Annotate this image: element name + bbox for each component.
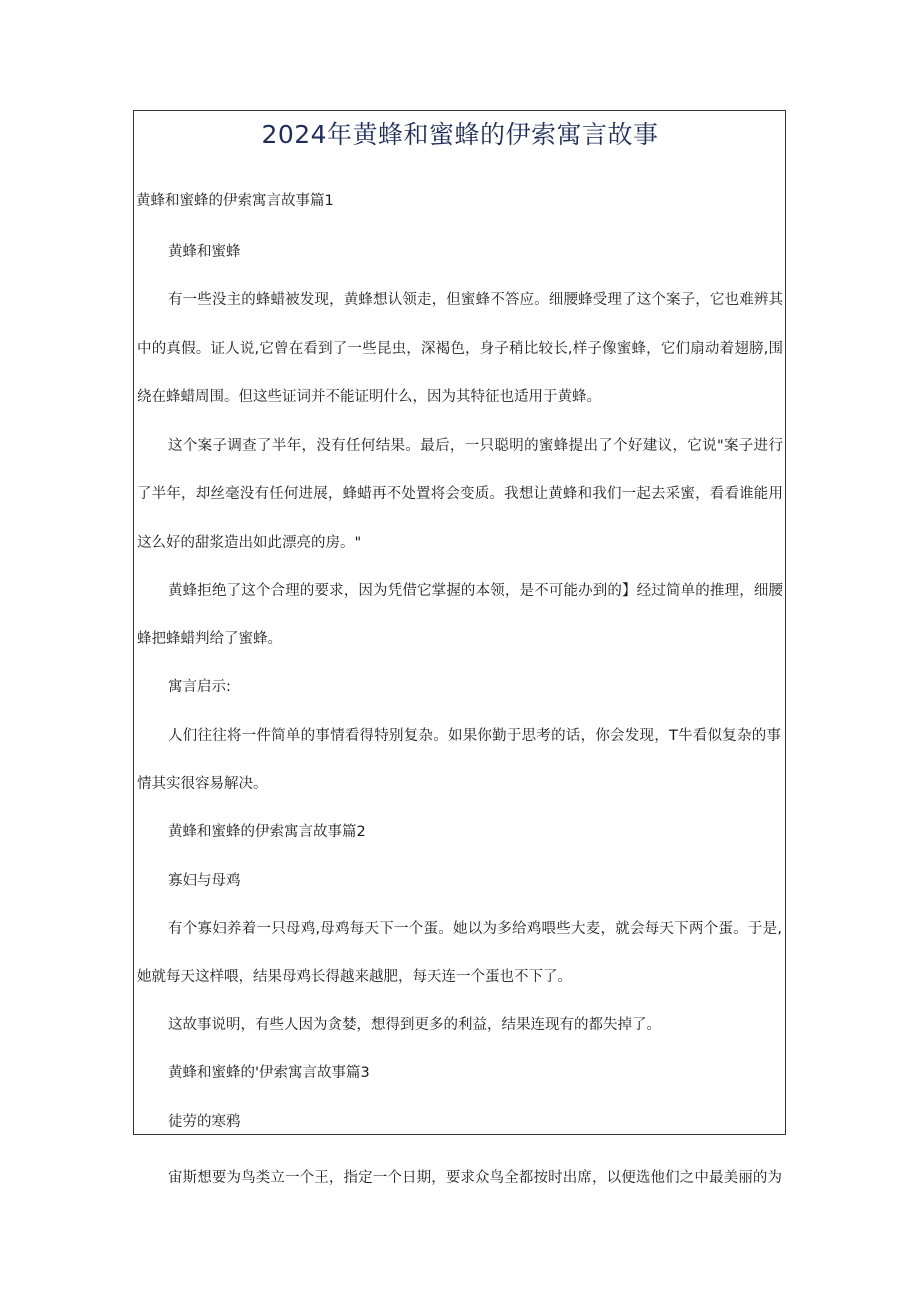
section-heading-2: 黄蜂和蜜蜂的伊索寓言故事篇2	[168, 824, 366, 840]
paragraph-line: 这么好的甜浆造出如此漂亮的房。"	[137, 535, 362, 551]
paragraph-line: 宙斯想要为鸟类立一个王，指定一个日期，要求众鸟全都按时出席，以便选他们之中最美丽的为	[168, 1170, 782, 1186]
moral-label: 寓言启示:	[168, 679, 231, 695]
section-heading-1: 黄蜂和蜜蜂的伊索寓言故事篇1	[136, 193, 334, 209]
section-heading-3: 黄蜂和蜜蜂的'伊索寓言故事篇3	[168, 1065, 370, 1081]
paragraph-line: 绕在蜂蜡周围。但这些证词并不能证明什么，因为其特征也适用于黄蜂。	[137, 389, 601, 405]
paragraph-line: 中的真假。证人说,它曾在看到了一些昆虫，深褐色，身子稍比较长,样子像蜜蜂，它们扇动着翅膀,围	[137, 341, 783, 357]
story-title-2: 寡妇与母鸡	[168, 873, 241, 889]
story-title-1: 黄蜂和蜜蜂	[168, 244, 241, 260]
paragraph-line: 这个案子调查了半年，没有任何结果。最后，一只聪明的蜜蜂提出了个好建议，它说"案子进行	[168, 438, 783, 454]
paragraph-line: 黄蜂拒绝了这个合理的要求，因为凭借它掌握的本领，是不可能办到的】经过简单的推理，细腰	[168, 583, 783, 599]
paragraph-line: 这故事说明，有些人因为贪婪，想得到更多的利益，结果连现有的都失掉了。	[168, 1017, 661, 1033]
story-title-3: 徒劳的寒鸦	[168, 1114, 241, 1130]
paragraph-line: 她就每天这样喂，结果母鸡长得越来越肥，每天连一个蛋也不下了。	[137, 969, 572, 985]
paragraph-line: 有个寡妇养着一只母鸡,母鸡每天下一个蛋。她以为多给鸡喂些大麦，就会每天下两个蛋。于是,	[168, 921, 782, 937]
paragraph-line: 蜂把蜂蜡判给了蜜蜂。	[137, 631, 282, 647]
paragraph-line: 有一些没主的蜂蜡被发现，黄蜂想认领走，但蜜蜂不答应。细腰蜂受理了这个案子，它也难辨其	[168, 292, 783, 308]
paragraph-line: 情其实很容易解决。	[137, 776, 268, 792]
paragraph-line: 人们往往将一件简单的事情看得特别复杂。如果你勤于思考的话，你会发现，T牛看似复杂的事	[168, 728, 781, 744]
document-title: 2024年黄蜂和蜜蜂的伊索寓言故事	[261, 120, 659, 149]
paragraph-line: 了半年，却丝毫没有任何进展，蜂蜡再不处置将会变质。我想让黄蜂和我们一起去采蜜，看看谁能用	[137, 486, 783, 502]
